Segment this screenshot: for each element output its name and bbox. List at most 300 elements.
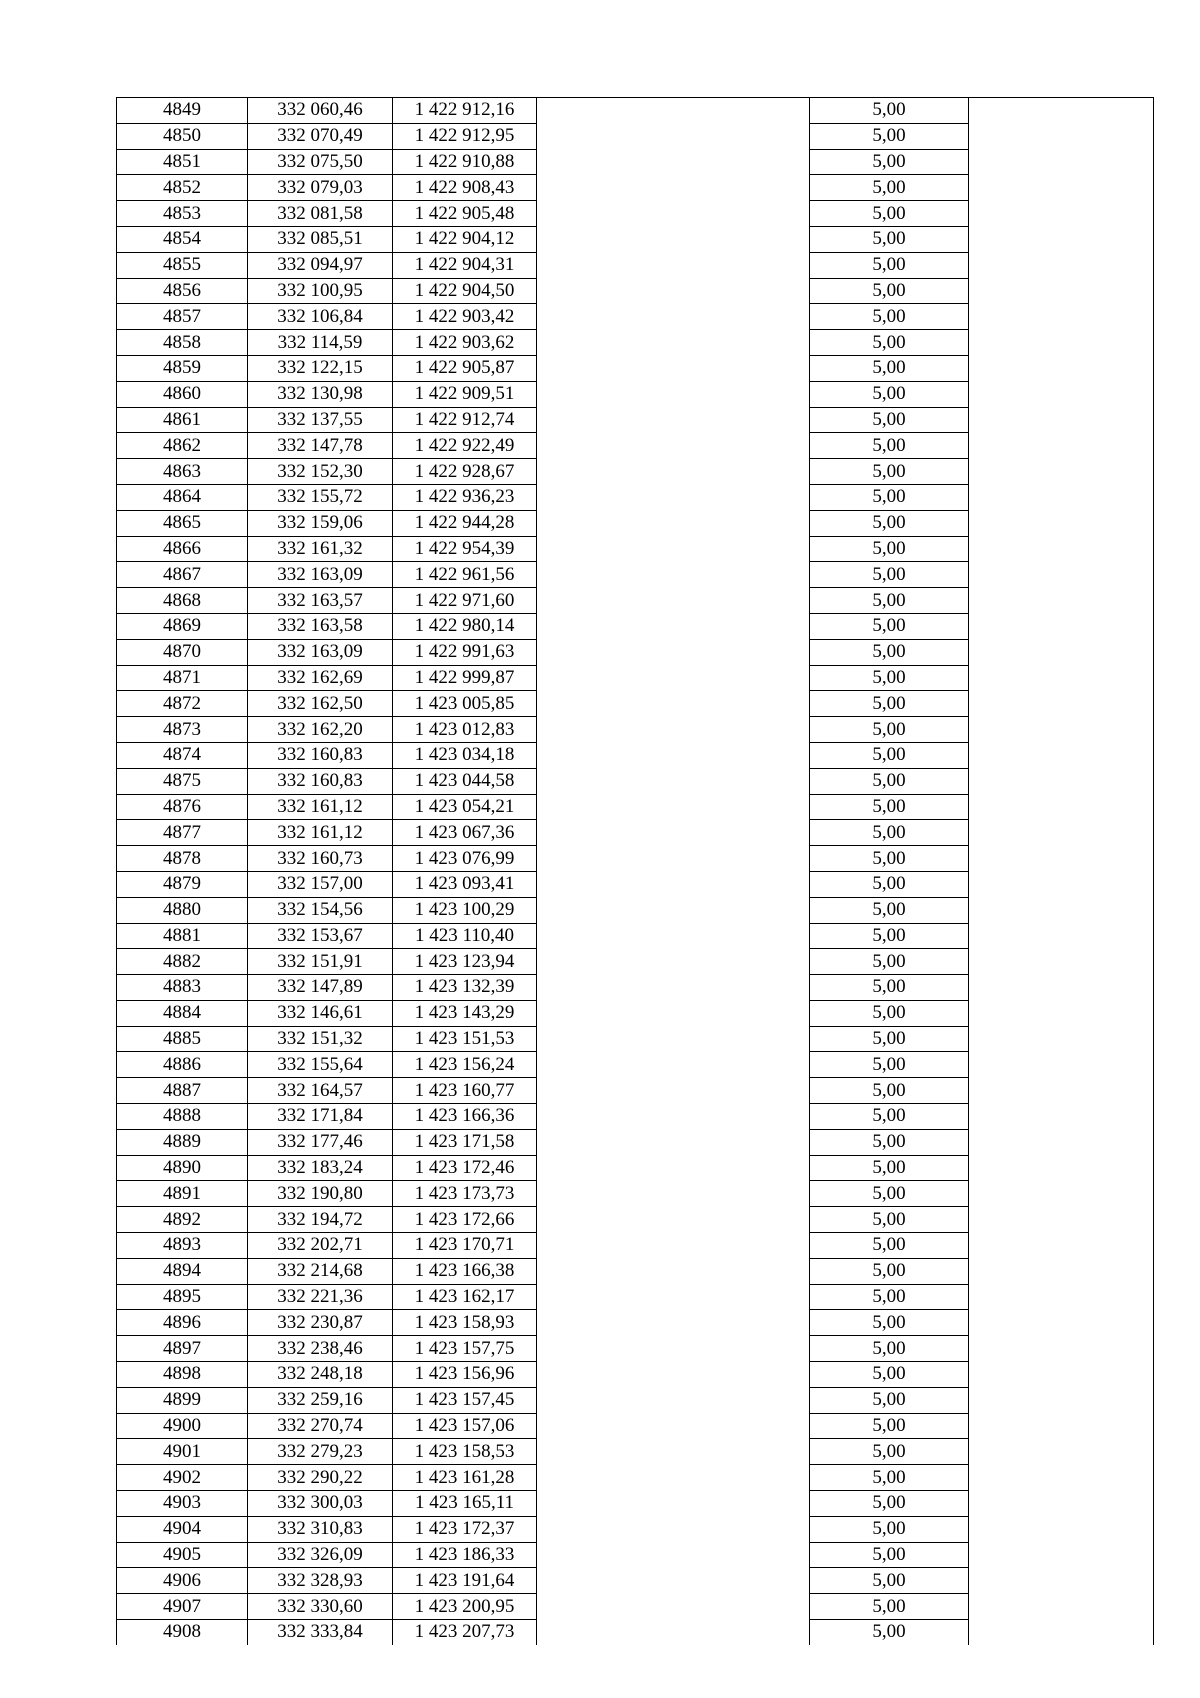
table-row — [117, 484, 1154, 510]
y-coordinate-cell: 1 423 067,36 — [393, 820, 537, 846]
table-row — [117, 1413, 1154, 1439]
value-cell: 5,00 — [810, 226, 969, 252]
empty-cell — [537, 613, 810, 639]
y-coordinate-cell: 1 423 165,11 — [393, 1491, 537, 1517]
table-row — [117, 949, 1154, 975]
y-coordinate-cell: 1 423 143,29 — [393, 1000, 537, 1026]
point-number-cell: 4876 — [117, 794, 248, 820]
table-row — [117, 846, 1154, 872]
empty-cell — [969, 691, 1154, 717]
y-coordinate-cell: 1 423 110,40 — [393, 923, 537, 949]
empty-cell — [537, 949, 810, 975]
empty-cell — [969, 562, 1154, 588]
y-coordinate-cell: 1 423 166,36 — [393, 1104, 537, 1130]
x-coordinate-cell: 332 290,22 — [248, 1465, 393, 1491]
point-number-cell: 4902 — [117, 1465, 248, 1491]
point-number-cell: 4881 — [117, 923, 248, 949]
table-row — [117, 639, 1154, 665]
value-cell: 5,00 — [810, 123, 969, 149]
empty-cell — [537, 1155, 810, 1181]
empty-cell — [537, 794, 810, 820]
y-coordinate-cell: 1 422 904,50 — [393, 278, 537, 304]
point-number-cell: 4892 — [117, 1207, 248, 1233]
empty-cell — [969, 1181, 1154, 1207]
value-cell: 5,00 — [810, 1078, 969, 1104]
empty-cell — [969, 536, 1154, 562]
empty-cell — [969, 175, 1154, 201]
point-number-cell: 4908 — [117, 1620, 248, 1645]
y-coordinate-cell: 1 423 132,39 — [393, 975, 537, 1001]
table-row — [117, 871, 1154, 897]
x-coordinate-cell: 332 147,89 — [248, 975, 393, 1001]
table-row — [117, 794, 1154, 820]
value-cell: 5,00 — [810, 1516, 969, 1542]
x-coordinate-cell: 332 183,24 — [248, 1155, 393, 1181]
point-number-cell: 4886 — [117, 1052, 248, 1078]
x-coordinate-cell: 332 147,78 — [248, 433, 393, 459]
x-coordinate-cell: 332 163,09 — [248, 639, 393, 665]
empty-cell — [969, 639, 1154, 665]
empty-cell — [537, 484, 810, 510]
value-cell: 5,00 — [810, 252, 969, 278]
empty-cell — [969, 149, 1154, 175]
y-coordinate-cell: 1 422 912,95 — [393, 123, 537, 149]
point-number-cell: 4893 — [117, 1233, 248, 1259]
point-number-cell: 4868 — [117, 588, 248, 614]
table-row — [117, 768, 1154, 794]
value-cell: 5,00 — [810, 1129, 969, 1155]
x-coordinate-cell: 332 094,97 — [248, 252, 393, 278]
empty-cell — [537, 98, 810, 124]
value-cell: 5,00 — [810, 1413, 969, 1439]
table-row — [117, 1310, 1154, 1336]
empty-cell — [969, 820, 1154, 846]
value-cell: 5,00 — [810, 484, 969, 510]
empty-cell — [969, 459, 1154, 485]
point-number-cell: 4874 — [117, 742, 248, 768]
value-cell: 5,00 — [810, 1310, 969, 1336]
y-coordinate-cell: 1 422 909,51 — [393, 381, 537, 407]
empty-cell — [969, 897, 1154, 923]
point-number-cell: 4900 — [117, 1413, 248, 1439]
value-cell: 5,00 — [810, 1542, 969, 1568]
y-coordinate-cell: 1 423 161,28 — [393, 1465, 537, 1491]
empty-cell — [969, 975, 1154, 1001]
point-number-cell: 4860 — [117, 381, 248, 407]
value-cell: 5,00 — [810, 330, 969, 356]
empty-cell — [969, 1336, 1154, 1362]
x-coordinate-cell: 332 122,15 — [248, 355, 393, 381]
empty-cell — [969, 1491, 1154, 1517]
value-cell: 5,00 — [810, 175, 969, 201]
value-cell: 5,00 — [810, 1568, 969, 1594]
y-coordinate-cell: 1 423 191,64 — [393, 1568, 537, 1594]
empty-cell — [537, 1594, 810, 1620]
empty-cell — [969, 1413, 1154, 1439]
table-row — [117, 742, 1154, 768]
empty-cell — [969, 381, 1154, 407]
empty-cell — [537, 330, 810, 356]
value-cell: 5,00 — [810, 588, 969, 614]
empty-cell — [969, 717, 1154, 743]
y-coordinate-cell: 1 422 928,67 — [393, 459, 537, 485]
y-coordinate-cell: 1 422 905,87 — [393, 355, 537, 381]
point-number-cell: 4855 — [117, 252, 248, 278]
table-row — [117, 278, 1154, 304]
empty-cell — [969, 1052, 1154, 1078]
y-coordinate-cell: 1 423 200,95 — [393, 1594, 537, 1620]
x-coordinate-cell: 332 326,09 — [248, 1542, 393, 1568]
empty-cell — [969, 949, 1154, 975]
empty-cell — [969, 768, 1154, 794]
point-number-cell: 4879 — [117, 871, 248, 897]
table-row — [117, 613, 1154, 639]
point-number-cell: 4872 — [117, 691, 248, 717]
empty-cell — [537, 510, 810, 536]
value-cell: 5,00 — [810, 923, 969, 949]
point-number-cell: 4899 — [117, 1387, 248, 1413]
x-coordinate-cell: 332 106,84 — [248, 304, 393, 330]
value-cell: 5,00 — [810, 1491, 969, 1517]
value-cell: 5,00 — [810, 1181, 969, 1207]
x-coordinate-cell: 332 161,12 — [248, 820, 393, 846]
table-row — [117, 201, 1154, 227]
x-coordinate-cell: 332 162,20 — [248, 717, 393, 743]
value-cell: 5,00 — [810, 355, 969, 381]
value-cell: 5,00 — [810, 510, 969, 536]
table-row — [117, 1594, 1154, 1620]
y-coordinate-cell: 1 422 991,63 — [393, 639, 537, 665]
point-number-cell: 4852 — [117, 175, 248, 201]
table-row — [117, 381, 1154, 407]
empty-cell — [969, 1104, 1154, 1130]
table-row — [117, 1078, 1154, 1104]
empty-cell — [537, 123, 810, 149]
empty-cell — [537, 1026, 810, 1052]
empty-cell — [537, 923, 810, 949]
empty-cell — [969, 665, 1154, 691]
point-number-cell: 4864 — [117, 484, 248, 510]
value-cell: 5,00 — [810, 1104, 969, 1130]
y-coordinate-cell: 1 423 160,77 — [393, 1078, 537, 1104]
table-row — [117, 1233, 1154, 1259]
empty-cell — [969, 1155, 1154, 1181]
point-number-cell: 4867 — [117, 562, 248, 588]
empty-cell — [969, 742, 1154, 768]
table-row — [117, 1362, 1154, 1388]
x-coordinate-cell: 332 114,59 — [248, 330, 393, 356]
y-coordinate-cell: 1 422 971,60 — [393, 588, 537, 614]
empty-cell — [969, 98, 1154, 124]
empty-cell — [537, 562, 810, 588]
y-coordinate-cell: 1 423 093,41 — [393, 871, 537, 897]
empty-cell — [969, 355, 1154, 381]
x-coordinate-cell: 332 075,50 — [248, 149, 393, 175]
empty-cell — [969, 252, 1154, 278]
table-row — [117, 355, 1154, 381]
value-cell: 5,00 — [810, 1258, 969, 1284]
value-cell: 5,00 — [810, 1207, 969, 1233]
table-row — [117, 717, 1154, 743]
empty-cell — [969, 1620, 1154, 1645]
empty-cell — [969, 201, 1154, 227]
empty-cell — [537, 381, 810, 407]
value-cell: 5,00 — [810, 98, 969, 124]
empty-cell — [969, 1594, 1154, 1620]
empty-cell — [537, 1104, 810, 1130]
y-coordinate-cell: 1 422 922,49 — [393, 433, 537, 459]
point-number-cell: 4853 — [117, 201, 248, 227]
empty-cell — [537, 1258, 810, 1284]
point-number-cell: 4851 — [117, 149, 248, 175]
y-coordinate-cell: 1 422 904,12 — [393, 226, 537, 252]
empty-cell — [537, 588, 810, 614]
table-row — [117, 149, 1154, 175]
empty-cell — [969, 1516, 1154, 1542]
x-coordinate-cell: 332 230,87 — [248, 1310, 393, 1336]
empty-cell — [537, 355, 810, 381]
point-number-cell: 4849 — [117, 98, 248, 124]
empty-cell — [537, 1336, 810, 1362]
x-coordinate-cell: 332 155,64 — [248, 1052, 393, 1078]
table-row — [117, 1336, 1154, 1362]
x-coordinate-cell: 332 238,46 — [248, 1336, 393, 1362]
y-coordinate-cell: 1 422 903,42 — [393, 304, 537, 330]
point-number-cell: 4866 — [117, 536, 248, 562]
y-coordinate-cell: 1 423 158,53 — [393, 1439, 537, 1465]
y-coordinate-cell: 1 422 904,31 — [393, 252, 537, 278]
value-cell: 5,00 — [810, 201, 969, 227]
table-row — [117, 1284, 1154, 1310]
empty-cell — [969, 484, 1154, 510]
y-coordinate-cell: 1 423 171,58 — [393, 1129, 537, 1155]
point-number-cell: 4883 — [117, 975, 248, 1001]
point-number-cell: 4905 — [117, 1542, 248, 1568]
coordinates-table-body — [117, 98, 1154, 1645]
empty-cell — [537, 871, 810, 897]
point-number-cell: 4850 — [117, 123, 248, 149]
table-row — [117, 1439, 1154, 1465]
x-coordinate-cell: 332 151,91 — [248, 949, 393, 975]
empty-cell — [537, 768, 810, 794]
empty-cell — [969, 1258, 1154, 1284]
value-cell: 5,00 — [810, 613, 969, 639]
x-coordinate-cell: 332 157,00 — [248, 871, 393, 897]
point-number-cell: 4875 — [117, 768, 248, 794]
empty-cell — [969, 407, 1154, 433]
x-coordinate-cell: 332 310,83 — [248, 1516, 393, 1542]
value-cell: 5,00 — [810, 768, 969, 794]
point-number-cell: 4888 — [117, 1104, 248, 1130]
x-coordinate-cell: 332 152,30 — [248, 459, 393, 485]
point-number-cell: 4887 — [117, 1078, 248, 1104]
table-row — [117, 330, 1154, 356]
empty-cell — [969, 330, 1154, 356]
empty-cell — [969, 1129, 1154, 1155]
y-coordinate-cell: 1 423 034,18 — [393, 742, 537, 768]
empty-cell — [969, 1078, 1154, 1104]
y-coordinate-cell: 1 423 157,45 — [393, 1387, 537, 1413]
y-coordinate-cell: 1 423 151,53 — [393, 1026, 537, 1052]
x-coordinate-cell: 332 270,74 — [248, 1413, 393, 1439]
value-cell: 5,00 — [810, 1620, 969, 1645]
point-number-cell: 4891 — [117, 1181, 248, 1207]
table-row — [117, 175, 1154, 201]
empty-cell — [537, 407, 810, 433]
table-row — [117, 562, 1154, 588]
point-number-cell: 4889 — [117, 1129, 248, 1155]
empty-cell — [537, 1362, 810, 1388]
x-coordinate-cell: 332 328,93 — [248, 1568, 393, 1594]
empty-cell — [537, 1310, 810, 1336]
empty-cell — [537, 691, 810, 717]
x-coordinate-cell: 332 085,51 — [248, 226, 393, 252]
empty-cell — [537, 459, 810, 485]
y-coordinate-cell: 1 423 172,37 — [393, 1516, 537, 1542]
x-coordinate-cell: 332 070,49 — [248, 123, 393, 149]
x-coordinate-cell: 332 171,84 — [248, 1104, 393, 1130]
table-row — [117, 1387, 1154, 1413]
point-number-cell: 4895 — [117, 1284, 248, 1310]
empty-cell — [969, 794, 1154, 820]
value-cell: 5,00 — [810, 304, 969, 330]
table-row — [117, 588, 1154, 614]
point-number-cell: 4863 — [117, 459, 248, 485]
empty-cell — [537, 1284, 810, 1310]
empty-cell — [969, 588, 1154, 614]
empty-cell — [537, 226, 810, 252]
empty-cell — [969, 226, 1154, 252]
point-number-cell: 4858 — [117, 330, 248, 356]
x-coordinate-cell: 332 137,55 — [248, 407, 393, 433]
x-coordinate-cell: 332 177,46 — [248, 1129, 393, 1155]
empty-cell — [537, 1568, 810, 1594]
table-row — [117, 897, 1154, 923]
table-row — [117, 1104, 1154, 1130]
value-cell: 5,00 — [810, 871, 969, 897]
empty-cell — [537, 820, 810, 846]
empty-cell — [537, 975, 810, 1001]
empty-cell — [537, 304, 810, 330]
x-coordinate-cell: 332 159,06 — [248, 510, 393, 536]
point-number-cell: 4897 — [117, 1336, 248, 1362]
empty-cell — [969, 1284, 1154, 1310]
y-coordinate-cell: 1 422 903,62 — [393, 330, 537, 356]
point-number-cell: 4865 — [117, 510, 248, 536]
value-cell: 5,00 — [810, 846, 969, 872]
empty-cell — [537, 742, 810, 768]
table-row — [117, 407, 1154, 433]
empty-cell — [537, 149, 810, 175]
empty-cell — [969, 1310, 1154, 1336]
y-coordinate-cell: 1 422 999,87 — [393, 665, 537, 691]
point-number-cell: 4894 — [117, 1258, 248, 1284]
y-coordinate-cell: 1 423 156,24 — [393, 1052, 537, 1078]
table-row — [117, 1620, 1154, 1645]
x-coordinate-cell: 332 330,60 — [248, 1594, 393, 1620]
table-row — [117, 1568, 1154, 1594]
value-cell: 5,00 — [810, 562, 969, 588]
y-coordinate-cell: 1 422 944,28 — [393, 510, 537, 536]
x-coordinate-cell: 332 153,67 — [248, 923, 393, 949]
y-coordinate-cell: 1 422 980,14 — [393, 613, 537, 639]
x-coordinate-cell: 332 162,69 — [248, 665, 393, 691]
empty-cell — [969, 278, 1154, 304]
y-coordinate-cell: 1 423 166,38 — [393, 1258, 537, 1284]
value-cell: 5,00 — [810, 459, 969, 485]
y-coordinate-cell: 1 423 173,73 — [393, 1181, 537, 1207]
x-coordinate-cell: 332 079,03 — [248, 175, 393, 201]
x-coordinate-cell: 332 248,18 — [248, 1362, 393, 1388]
table-row — [117, 975, 1154, 1001]
y-coordinate-cell: 1 423 100,29 — [393, 897, 537, 923]
empty-cell — [537, 1516, 810, 1542]
x-coordinate-cell: 332 214,68 — [248, 1258, 393, 1284]
y-coordinate-cell: 1 422 905,48 — [393, 201, 537, 227]
table-row — [117, 98, 1154, 124]
y-coordinate-cell: 1 423 186,33 — [393, 1542, 537, 1568]
empty-cell — [537, 1620, 810, 1645]
x-coordinate-cell: 332 161,32 — [248, 536, 393, 562]
value-cell: 5,00 — [810, 1000, 969, 1026]
value-cell: 5,00 — [810, 820, 969, 846]
coordinates-table — [116, 97, 1154, 1645]
point-number-cell: 4884 — [117, 1000, 248, 1026]
table-row — [117, 1181, 1154, 1207]
empty-cell — [969, 1568, 1154, 1594]
table-row — [117, 123, 1154, 149]
x-coordinate-cell: 332 259,16 — [248, 1387, 393, 1413]
value-cell: 5,00 — [810, 742, 969, 768]
value-cell: 5,00 — [810, 1052, 969, 1078]
point-number-cell: 4877 — [117, 820, 248, 846]
x-coordinate-cell: 332 194,72 — [248, 1207, 393, 1233]
point-number-cell: 4878 — [117, 846, 248, 872]
point-number-cell: 4880 — [117, 897, 248, 923]
y-coordinate-cell: 1 423 172,46 — [393, 1155, 537, 1181]
empty-cell — [537, 1542, 810, 1568]
x-coordinate-cell: 332 155,72 — [248, 484, 393, 510]
empty-cell — [537, 201, 810, 227]
table-row — [117, 1155, 1154, 1181]
value-cell: 5,00 — [810, 949, 969, 975]
empty-cell — [537, 433, 810, 459]
point-number-cell: 4854 — [117, 226, 248, 252]
y-coordinate-cell: 1 423 158,93 — [393, 1310, 537, 1336]
point-number-cell: 4906 — [117, 1568, 248, 1594]
y-coordinate-cell: 1 423 012,83 — [393, 717, 537, 743]
table-row — [117, 252, 1154, 278]
value-cell: 5,00 — [810, 1362, 969, 1388]
value-cell: 5,00 — [810, 149, 969, 175]
x-coordinate-cell: 332 160,83 — [248, 742, 393, 768]
empty-cell — [537, 1181, 810, 1207]
empty-cell — [537, 1207, 810, 1233]
empty-cell — [969, 433, 1154, 459]
x-coordinate-cell: 332 164,57 — [248, 1078, 393, 1104]
point-number-cell: 4898 — [117, 1362, 248, 1388]
empty-cell — [537, 1387, 810, 1413]
point-number-cell: 4871 — [117, 665, 248, 691]
empty-cell — [969, 304, 1154, 330]
empty-cell — [969, 1439, 1154, 1465]
empty-cell — [969, 1000, 1154, 1026]
empty-cell — [969, 613, 1154, 639]
empty-cell — [969, 1026, 1154, 1052]
y-coordinate-cell: 1 423 157,06 — [393, 1413, 537, 1439]
value-cell: 5,00 — [810, 1465, 969, 1491]
value-cell: 5,00 — [810, 1387, 969, 1413]
